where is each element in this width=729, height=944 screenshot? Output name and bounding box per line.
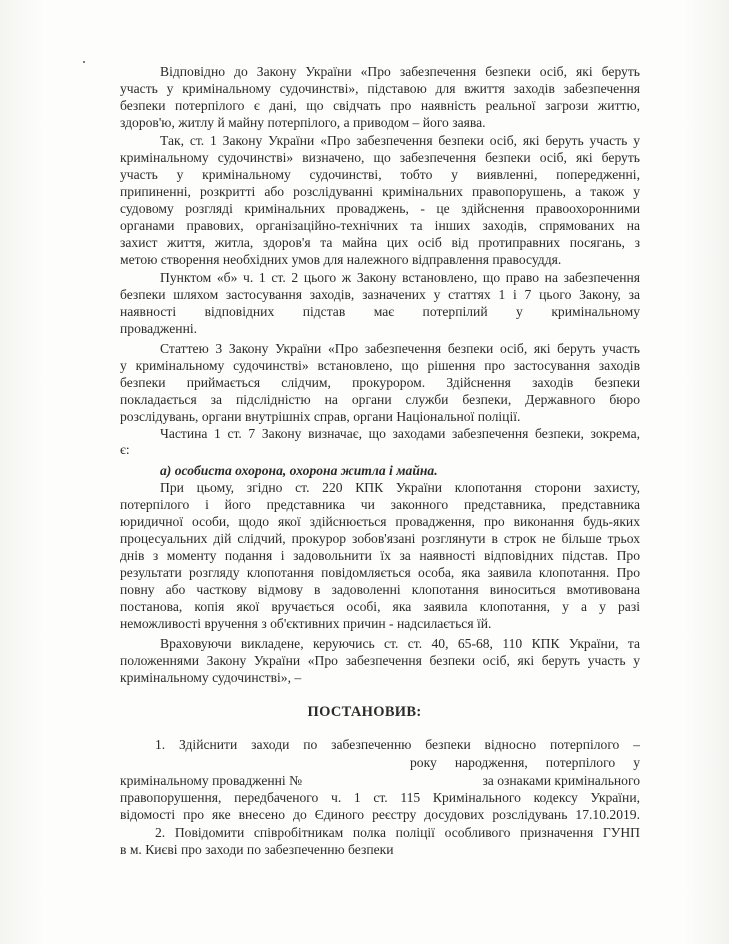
text-line: результати розгляду клопотання повідомляється особа, яка заявила клопотання. Про: [120, 565, 640, 580]
text-line: безпеки потерпілого є дані, що свідчать про наявність реальної загрози життю,: [120, 98, 640, 113]
text-line: Пунктом «б» ч. 1 ст. 2 цього ж Закону встановлено, що право на забезпечення: [160, 270, 640, 285]
text-line: безпеки приймається слідчим, прокурором. Здійснення заходів безпеки: [120, 375, 640, 390]
text-line: безпеки шляхом застосування заходів, зазначених у статтях 1 і 7 цього Закону, за: [120, 287, 640, 302]
text-line: кримінальному судочинстві», –: [120, 670, 302, 685]
text-line: розслідувань, органи внутрішніх справ, органи Національної поліції.: [120, 409, 521, 424]
text-segment: за ознаками кримінального: [482, 773, 640, 788]
text-line: повну або часткову відмову в задоволенні клопотання виноситься вмотивована: [120, 582, 640, 597]
text-line: юридичної особи, щодо якої здійснюється провадження, про виконання будь-яких: [120, 514, 640, 529]
text-line: положеннями Закону України «Про забезпечення безпеки осіб, які беруть участь у: [120, 653, 640, 668]
text-line: 2. Повідомити співробітникам полка поліції особливого призначення ГУНП: [155, 825, 640, 840]
text-line: органами правових, організаційно-технічних та інших заходів, спрямованих на: [120, 218, 640, 233]
text-segment: кримінальному провадженні №: [120, 773, 303, 788]
text-line: днів з моменту подання і задовольнити їх за наявності відповідних підстав. Про: [120, 548, 640, 563]
text-line: правопорушення, передбаченого ч. 1 ст. 115 Кримінального кодексу України,: [120, 790, 640, 805]
text-line: участь у кримінальному судочинстві, тобто у виявленні, попередженні,: [120, 167, 640, 182]
text-line: наявності відповідних підстав має потерпілий у кримінальному: [120, 304, 640, 319]
text-line: судовому розгляді кримінальних проваджень, - це здійснення правоохоронними: [120, 201, 640, 216]
text-line: потерпілого і його представника чи законного представника, представника: [120, 497, 640, 512]
text-line: а) особиста охорона, охорона житла і майна.: [160, 463, 438, 478]
text-line: провадженні.: [120, 321, 198, 336]
text-line: захист життя, житла, здоров'я та майна цих осіб від протиправних посягань, з: [120, 235, 640, 250]
text-line: року народження, потерпілого у: [410, 755, 640, 770]
text-line: покладається за підслідністю на органи служби безпеки, Державного бюро: [120, 392, 640, 407]
text-line: є:: [120, 442, 130, 457]
text-line: При цьому, згідно ст. 220 КПК України клопотання сторони захисту,: [160, 480, 640, 495]
section-heading: ПОСТАНОВИВ:: [307, 704, 422, 720]
text-line: участь у кримінальному судочинстві», підставою для вжиття заходів забезпечення: [120, 81, 640, 96]
scan-speck: [83, 61, 85, 63]
text-line: Частина 1 ст. 7 Закону визначає, що заходами забезпечення безпеки, зокрема,: [160, 426, 640, 441]
text-line: Статтею 3 Закону України «Про забезпечення безпеки осіб, які беруть участь: [160, 341, 640, 356]
text-line: у кримінальному судочинстві» встановлено, що рішення про застосування заходів: [120, 358, 640, 373]
text-line: здоров'ю, житлу й майну потерпілого, а приводом – його заява.: [120, 115, 486, 130]
text-line: кримінальному судочинстві» визначено, що забезпечення безпеки осіб, які беруть: [120, 150, 640, 165]
text-line: метою створення необхідних умов для належного відправлення правосуддя.: [120, 252, 562, 267]
text-line: [120, 773, 640, 789]
text-line: 1. Здійснити заходи по забезпеченню безпеки відносно потерпілого –: [155, 737, 640, 752]
text-line: постанова, копія якої вручається особі, яка заявила клопотання, у а у разі: [120, 599, 640, 614]
text-line: в м. Києві про заходи по забезпеченню безпеки: [120, 842, 394, 857]
text-line: відомості про яке внесено до Єдиного реєстру досудових розслідувань 17.10.2019.: [120, 807, 640, 822]
text-line: процесуальних дій слідчий, прокурор зобов'язані розглянути в строк не більше трьох: [120, 531, 640, 546]
text-line: Відповідно до Закону України «Про забезпечення безпеки осіб, які беруть: [160, 64, 640, 79]
text-line: Враховуючи викладене, керуючись ст. ст. 40, 65-68, 110 КПК України, та: [160, 636, 640, 651]
text-line: припиненні, розкритті або розслідуванні кримінальних правопорушень, а також у: [120, 184, 640, 199]
text-line: неможливості вручення з об'єктивних причин - надсилається їй.: [120, 616, 492, 631]
text-line: Так, ст. 1 Закону України «Про забезпечення безпеки осіб, які беруть участь у: [160, 133, 640, 148]
